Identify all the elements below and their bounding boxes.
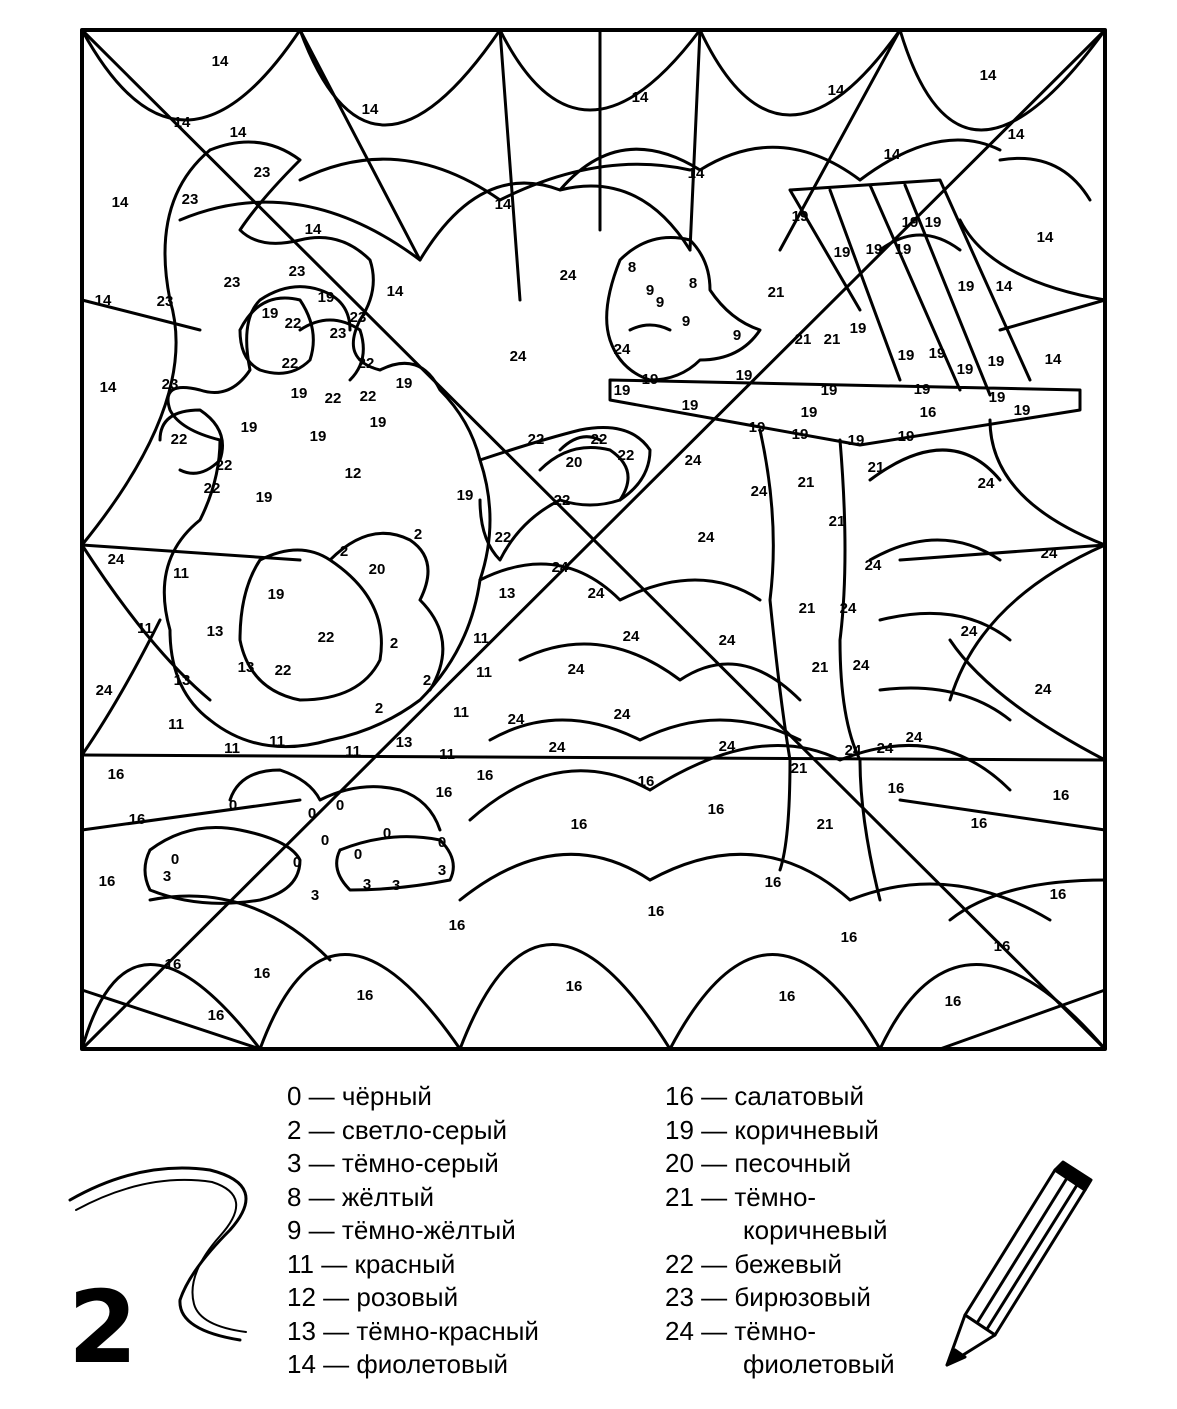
- legend-entry: 8 — жёлтый: [287, 1181, 435, 1212]
- region-number: 21: [767, 283, 785, 301]
- region-number: 24: [559, 266, 577, 284]
- region-number: 16: [207, 1006, 225, 1024]
- region-number: 22: [215, 456, 233, 474]
- region-number: 0: [228, 796, 238, 814]
- region-number: 11: [453, 703, 469, 721]
- region-number: 24: [107, 550, 125, 568]
- region-number: 24: [864, 556, 882, 574]
- region-number: 23: [223, 273, 241, 291]
- region-number: 19: [395, 374, 413, 392]
- region-number: 24: [697, 528, 715, 546]
- region-number: 24: [587, 584, 605, 602]
- region-number: 9: [655, 293, 665, 311]
- region-number: 19: [290, 384, 308, 402]
- region-number: 19: [641, 370, 659, 388]
- region-number: 22: [357, 354, 375, 372]
- region-number: 11: [476, 663, 492, 681]
- region-number: 16: [164, 955, 182, 973]
- legend-entry: 9 — тёмно-жёлтый: [287, 1215, 516, 1245]
- region-number: 13: [206, 622, 224, 640]
- region-number: 13: [173, 671, 191, 689]
- region-number: 22: [324, 389, 342, 407]
- region-number: 19: [897, 346, 915, 364]
- region-number: 3: [391, 876, 401, 894]
- region-number: 19: [791, 207, 809, 225]
- region-number: 8: [688, 274, 698, 292]
- region-number: 19: [613, 381, 631, 399]
- region-number: 19: [369, 413, 387, 431]
- region-number: 14: [94, 291, 112, 309]
- legend-entry: 2 — светло-серый: [287, 1114, 508, 1145]
- region-number: 16: [840, 928, 858, 946]
- legend-entry: 12 — розовый: [287, 1282, 459, 1312]
- region-number: 19: [849, 319, 867, 337]
- region-number: 22: [317, 628, 335, 646]
- region-number: 24: [839, 599, 857, 617]
- region-number: 16: [647, 902, 665, 920]
- region-number: 16: [476, 766, 494, 784]
- region-number: 13: [395, 733, 413, 751]
- squiggle-line-icon: [60, 1160, 280, 1350]
- region-number: 19: [820, 381, 838, 399]
- region-number: 24: [977, 474, 995, 492]
- region-number: 14: [173, 113, 191, 131]
- region-number: 13: [498, 584, 516, 602]
- region-number: 3: [162, 867, 172, 885]
- region-number: 19: [913, 380, 931, 398]
- side-arcs: [82, 150, 1105, 760]
- region-number: 3: [362, 875, 372, 893]
- region-number: 23: [181, 190, 199, 208]
- region-number: 16: [637, 772, 655, 790]
- region-number: 16: [944, 992, 962, 1010]
- region-number: 21: [790, 759, 808, 777]
- region-number: 22: [170, 430, 188, 448]
- region-number: 24: [509, 347, 527, 365]
- legend-entry: 11 — красный: [287, 1248, 456, 1279]
- region-number: 21: [811, 658, 829, 676]
- region-number: 24: [1040, 544, 1058, 562]
- region-number: 14: [386, 282, 404, 300]
- region-number: 0: [307, 804, 317, 822]
- region-number: 14: [494, 195, 512, 213]
- region-number: 19: [956, 360, 974, 378]
- region-number: 24: [622, 627, 640, 645]
- region-number: 24: [551, 558, 569, 576]
- legend-entry: 16 — салатовый: [665, 1081, 864, 1111]
- legend-entry: 13 — тёмно-красный: [287, 1315, 539, 1346]
- region-number: 11: [173, 564, 189, 582]
- region-number: 9: [732, 326, 742, 344]
- legend-entry: 19 — коричневый: [665, 1114, 879, 1145]
- mailbox: [610, 180, 1080, 445]
- region-number: 16: [887, 779, 905, 797]
- region-number: 16: [253, 964, 271, 982]
- region-number: 22: [494, 528, 512, 546]
- region-number: 16: [435, 783, 453, 801]
- region-number: 14: [304, 220, 322, 238]
- region-number: 19: [261, 304, 279, 322]
- region-number: 19: [267, 585, 285, 603]
- region-number: 11: [439, 745, 455, 763]
- region-number: 22: [553, 491, 571, 509]
- duck-shoes: [145, 770, 453, 903]
- region-number: 11: [224, 739, 240, 757]
- region-number: 16: [570, 815, 588, 833]
- legend-entry: 3 — тёмно-серый: [287, 1148, 499, 1178]
- region-number: 20: [368, 560, 386, 578]
- legend-entry: 20 — песочный: [665, 1148, 852, 1178]
- region-number: 16: [1052, 786, 1070, 804]
- region-number: 24: [507, 710, 525, 728]
- region-number: 14: [99, 378, 117, 396]
- region-number: 21: [828, 512, 846, 530]
- region-number: 16: [107, 765, 125, 783]
- region-number: 19: [894, 240, 912, 258]
- region-number: 14: [1044, 350, 1062, 368]
- region-number: 14: [687, 164, 705, 182]
- region-number: 2: [422, 671, 432, 689]
- region-number: 16: [993, 937, 1011, 955]
- region-number: 0: [353, 845, 363, 863]
- region-number: 22: [590, 430, 608, 448]
- region-number: 11: [269, 732, 285, 750]
- region-number: 14: [361, 100, 379, 118]
- region-number: 24: [1034, 680, 1052, 698]
- region-number: 19: [865, 240, 883, 258]
- region-number: 24: [95, 681, 113, 699]
- region-number: 19: [847, 431, 865, 449]
- region-number: 11: [345, 742, 361, 760]
- region-number: 0: [320, 831, 330, 849]
- region-number: 14: [995, 277, 1013, 295]
- region-number: 20: [565, 453, 583, 471]
- region-number: 12: [344, 464, 362, 482]
- region-number: 24: [567, 660, 585, 678]
- region-number: 24: [548, 738, 566, 756]
- region-number: 22: [281, 354, 299, 372]
- region-number: 16: [970, 814, 988, 832]
- region-number: 0: [170, 850, 180, 868]
- region-number: 19: [928, 344, 946, 362]
- region-number: 3: [310, 886, 320, 904]
- region-number: 19: [957, 277, 975, 295]
- legend-entry: 23 — бирюзовый: [665, 1282, 871, 1312]
- region-number: 13: [237, 658, 255, 676]
- legend-entry: 21 — тёмно-: [665, 1181, 817, 1212]
- region-number: 19: [987, 352, 1005, 370]
- region-number: 9: [645, 281, 655, 299]
- region-number: 2: [374, 699, 384, 717]
- legend-entry-continuation: коричневый: [743, 1215, 888, 1245]
- region-number: 22: [617, 446, 635, 464]
- region-number: 3: [437, 861, 447, 879]
- region-number: 21: [816, 815, 834, 833]
- region-number: 24: [852, 656, 870, 674]
- region-number: 2: [339, 542, 349, 560]
- region-number: 24: [684, 451, 702, 469]
- region-number: 14: [1007, 125, 1025, 143]
- region-number: 16: [1049, 885, 1067, 903]
- region-number: 11: [137, 619, 153, 637]
- region-number: 19: [309, 427, 327, 445]
- legend-entry: 14 — фиолетовый: [287, 1349, 509, 1379]
- region-number: 16: [448, 916, 466, 934]
- page-number: 2: [68, 1269, 134, 1386]
- region-number: 19: [988, 388, 1006, 406]
- region-number: 22: [527, 430, 545, 448]
- region-number: 19: [833, 243, 851, 261]
- region-number: 11: [168, 715, 184, 733]
- region-number: 16: [356, 986, 374, 1004]
- region-number: 14: [111, 193, 129, 211]
- legend-left-column: [287, 1080, 539, 1382]
- region-number: 16: [565, 977, 583, 995]
- region-number: 14: [827, 81, 845, 99]
- region-number: 14: [229, 123, 247, 141]
- region-number: 19: [901, 213, 919, 231]
- region-number: 19: [897, 427, 915, 445]
- region-number: 19: [456, 486, 474, 504]
- region-number: 24: [718, 631, 736, 649]
- region-number: 23: [156, 292, 174, 310]
- region-number: 19: [791, 425, 809, 443]
- region-number: 8: [627, 258, 637, 276]
- region-number: 24: [876, 739, 894, 757]
- region-number: 19: [735, 366, 753, 384]
- region-number: 24: [613, 705, 631, 723]
- legend-entry: 0 — чёрный: [287, 1081, 432, 1111]
- region-number: 0: [437, 833, 447, 851]
- region-number: 16: [919, 403, 937, 421]
- region-number: 0: [382, 824, 392, 842]
- pencil-icon: [935, 1160, 1095, 1375]
- region-number: 19: [924, 213, 942, 231]
- region-number: 2: [413, 525, 423, 543]
- region-number: 24: [960, 622, 978, 640]
- region-number: 19: [681, 396, 699, 414]
- top-scallops: [82, 30, 1105, 260]
- region-number: 21: [867, 458, 885, 476]
- region-number: 24: [750, 482, 768, 500]
- region-number: 19: [1013, 401, 1031, 419]
- region-number: 0: [292, 853, 302, 871]
- region-number: 23: [349, 308, 367, 326]
- region-number: 23: [288, 262, 306, 280]
- region-number: 14: [883, 145, 901, 163]
- region-number: 14: [1036, 228, 1054, 246]
- region-number: 9: [681, 312, 691, 330]
- region-number: 23: [253, 163, 271, 181]
- region-number: 16: [778, 987, 796, 1005]
- region-number: 2: [389, 634, 399, 652]
- region-number: 24: [613, 340, 631, 358]
- region-number: 22: [284, 314, 302, 332]
- legend-right-column: [665, 1080, 895, 1382]
- region-number: 14: [211, 52, 229, 70]
- region-number: 21: [794, 330, 812, 348]
- region-number: 16: [707, 800, 725, 818]
- region-number: 21: [797, 473, 815, 491]
- region-number: 24: [844, 741, 862, 759]
- region-number: 19: [748, 418, 766, 436]
- region-number: 22: [203, 479, 221, 497]
- region-number: 11: [473, 629, 489, 647]
- region-number: 14: [631, 88, 649, 106]
- region-number: 24: [718, 737, 736, 755]
- legend-entry: 24 — тёмно-: [665, 1315, 817, 1346]
- region-number: 19: [800, 403, 818, 421]
- region-number: 16: [764, 873, 782, 891]
- region-number: 19: [240, 418, 258, 436]
- region-number: 21: [823, 330, 841, 348]
- legend-entry-continuation: фиолетовый: [743, 1349, 895, 1379]
- region-number: 16: [98, 872, 116, 890]
- region-number: 22: [274, 661, 292, 679]
- region-number: 24: [905, 728, 923, 746]
- region-number: 14: [979, 66, 997, 84]
- legend-entry: 22 — бежевый: [665, 1248, 843, 1279]
- region-number: 19: [255, 488, 273, 506]
- region-number: 23: [161, 375, 179, 393]
- region-number: 19: [317, 288, 335, 306]
- region-number: 0: [335, 796, 345, 814]
- region-number: 23: [329, 324, 347, 342]
- region-number: 21: [798, 599, 816, 617]
- region-number: 22: [359, 387, 377, 405]
- region-number: 16: [128, 810, 146, 828]
